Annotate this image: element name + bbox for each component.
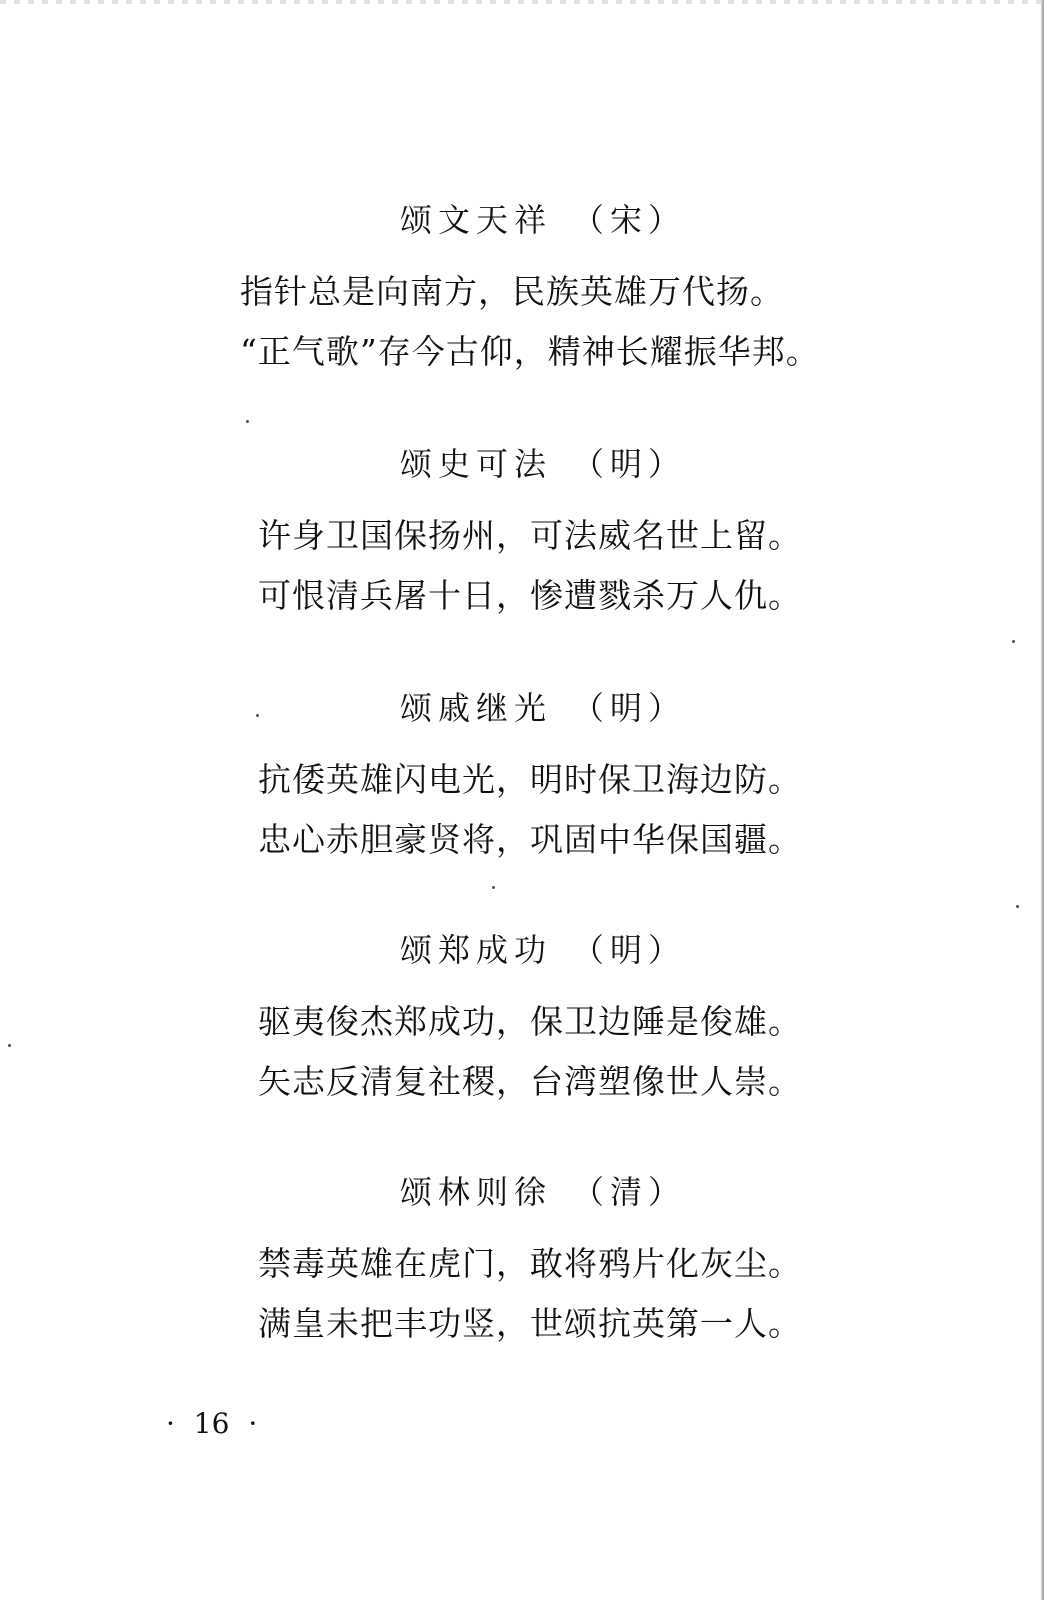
poem	[240, 198, 840, 382]
poem	[258, 442, 858, 626]
poem-title-name: 颂文天祥	[400, 201, 553, 239]
page-number: · 16 ·	[166, 1407, 258, 1440]
poem-dynasty: （宋）	[572, 201, 687, 239]
poem-body	[258, 750, 858, 870]
scan-speck	[1016, 905, 1019, 908]
poem-line: “正气歌”存今古仰，精神长耀振华邦。	[240, 332, 820, 371]
poem-title	[240, 198, 840, 242]
poem-dynasty: （明）	[572, 931, 687, 969]
scan-speck	[492, 886, 495, 889]
poem-title	[240, 442, 858, 486]
poem-title-name: 颂林则徐	[400, 1173, 553, 1211]
scan-speck	[246, 420, 249, 423]
poem-body	[258, 992, 858, 1112]
poem-title	[240, 686, 858, 730]
poem	[258, 1170, 858, 1354]
poem-dynasty: （明）	[572, 689, 687, 727]
poem-body	[258, 1234, 858, 1354]
poem-title	[240, 928, 858, 972]
poem-line: 忠心赤胆豪贤将，巩固中华保国疆。	[258, 820, 802, 859]
poem-title-name: 颂史可法	[400, 445, 553, 483]
scan-speck	[8, 1044, 11, 1047]
poem-line: 可恨清兵屠十日，惨遭戮杀万人仇。	[258, 576, 802, 615]
poem	[258, 928, 858, 1112]
poem-line: 矢志反清复社稷，台湾塑像世人崇。	[258, 1062, 802, 1101]
poem-title-name: 颂戚继光	[400, 689, 553, 727]
poem	[258, 686, 858, 870]
poem-title-name: 颂郑成功	[400, 931, 553, 969]
poem-body	[240, 262, 840, 382]
poem-line: 许身卫国保扬州，可法威名世上留。	[258, 516, 802, 555]
poem-line: 满皇未把丰功竖，世颂抗英第一人。	[258, 1304, 802, 1343]
poem-line: 驱夷俊杰郑成功，保卫边陲是俊雄。	[258, 1002, 802, 1041]
poem-body	[258, 506, 858, 626]
poem-dynasty: （清）	[572, 1173, 687, 1211]
poem-dynasty: （明）	[572, 445, 687, 483]
scan-speck	[256, 714, 259, 717]
poem-line: 指针总是向南方，民族英雄万代扬。	[240, 272, 784, 311]
scan-speck	[1012, 640, 1015, 643]
poem-line: 抗倭英雄闪电光，明时保卫海边防。	[258, 760, 802, 799]
scan-top-edge	[0, 0, 1044, 4]
poem-line: 禁毒英雄在虎门，敢将鸦片化灰尘。	[258, 1244, 802, 1283]
poem-title	[240, 1170, 858, 1214]
